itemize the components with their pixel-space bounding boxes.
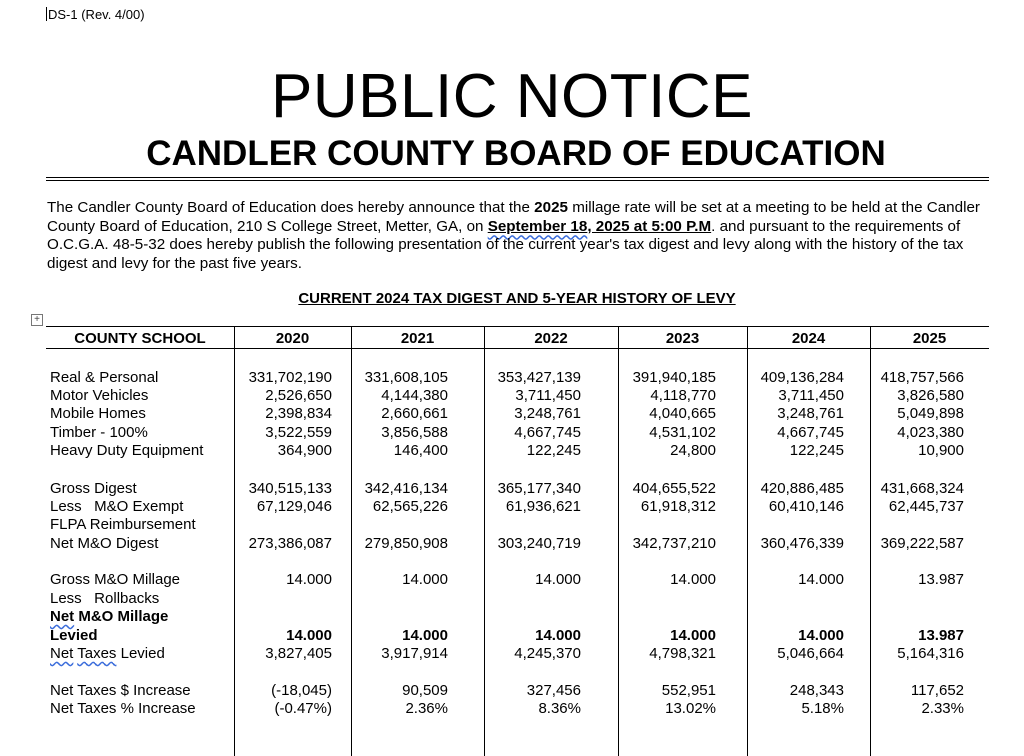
row-label-net-mo-digest: Net M&O Digest: [50, 535, 159, 552]
row-label-net-mo-millage: [50, 608, 168, 625]
table-cell: 4,245,370: [514, 645, 581, 662]
row-label-timber: Timber - 100%: [50, 424, 148, 441]
table-cell: 13.987: [918, 571, 964, 588]
row-label-net-taxes-dollar-increase: Net Taxes $ Increase: [50, 682, 191, 699]
table-cell: 327,456: [526, 682, 581, 699]
table-cell: 146,400: [393, 442, 448, 459]
table-cell: 340,515,133: [248, 480, 332, 497]
table-cell: 303,240,719: [497, 535, 581, 552]
table-cell: 117,652: [910, 682, 964, 699]
table-cell: 273,386,087: [248, 535, 332, 552]
table-cell: 4,798,321: [649, 645, 716, 662]
table-cell: 14.000: [535, 571, 581, 588]
table-cell: 14.000: [402, 627, 448, 644]
table-cell: 14.000: [402, 571, 448, 588]
meeting-date-b: , 2025 at 5:00 P.M: [587, 217, 712, 235]
intro-year: 2025: [534, 199, 568, 216]
table-cell: 61,918,312: [640, 498, 716, 515]
table-cell: 4,531,102: [649, 424, 716, 441]
table-cell: 3,522,559: [265, 424, 332, 441]
title-rule-bottom: [46, 180, 989, 181]
table-cell: 279,850,908: [364, 535, 448, 552]
row-label-flpa: FLPA Reimbursement: [50, 516, 196, 533]
table-cell: 14.000: [535, 627, 581, 644]
table-cell: 4,667,745: [777, 424, 844, 441]
column-divider: [747, 326, 748, 756]
table-cell: 4,667,745: [514, 424, 581, 441]
title-rule-top: [46, 177, 989, 178]
table-header-border: [46, 348, 989, 349]
table-cell: (-18,045): [271, 682, 332, 699]
table-cell: 122,245: [526, 442, 581, 459]
column-header-year: 2024: [791, 330, 826, 347]
table-cell: 248,343: [789, 682, 844, 699]
text-cursor: [46, 7, 47, 21]
table-cell: 4,040,665: [649, 405, 716, 422]
column-header-county-school: COUNTY SCHOOL: [74, 330, 206, 347]
table-cell: 2,526,650: [265, 387, 332, 404]
table-cell: 13.987: [918, 627, 964, 644]
table-cell: 13.02%: [665, 700, 716, 717]
table-cell: 420,886,485: [760, 480, 844, 497]
table-cell: 4,118,770: [650, 387, 716, 404]
table-cell: 122,245: [789, 442, 844, 459]
table-top-border: [46, 326, 989, 327]
column-divider: [870, 326, 871, 756]
table-cell: 431,668,324: [880, 480, 964, 497]
table-cell: 62,445,737: [888, 498, 964, 515]
row-label-levied-word: Levied: [116, 645, 165, 662]
row-label-net-word: Net: [50, 608, 75, 625]
table-cell: 2,660,661: [381, 405, 448, 422]
table-cell: 14.000: [670, 627, 716, 644]
form-id-text: DS-1 (Rev. 4/00): [48, 7, 145, 22]
page-subtitle: CANDLER COUNTY BOARD OF EDUCATION: [146, 134, 886, 173]
table-cell: 391,940,185: [632, 369, 716, 386]
column-header-year: 2022: [534, 330, 568, 347]
row-label-motor-vehicles: Motor Vehicles: [50, 387, 149, 404]
table-cell: 14.000: [286, 571, 332, 588]
table-cell: 5,046,664: [777, 645, 844, 662]
table-cell: 364,900: [277, 442, 332, 459]
row-label-gross-mo-millage: Gross M&O Millage: [50, 571, 181, 588]
table-cell: 24,800: [670, 442, 716, 459]
table-cell: 14.000: [670, 571, 716, 588]
table-move-handle-icon[interactable]: +: [31, 314, 43, 326]
table-cell: 14.000: [286, 627, 332, 644]
table-cell: 2.33%: [921, 700, 964, 717]
table-cell: 3,248,761: [514, 405, 581, 422]
row-label-net-taxes-percent-increase: Net Taxes % Increase: [50, 700, 196, 717]
row-label-rollbacks: Less Rollbacks: [50, 590, 160, 607]
column-header-year: 2023: [665, 330, 700, 347]
table-cell: 60,410,146: [768, 498, 844, 515]
table-title: CURRENT 2024 TAX DIGEST AND 5-YEAR HISTORY OF LEVY: [298, 290, 736, 307]
table-cell: 418,757,566: [880, 369, 964, 386]
table-cell: 353,427,139: [497, 369, 581, 386]
intro-text-2: millage rate will be set at a meeting to be held at the Candler County Board of Education, 210 S College Street, Metter, GA, on: [47, 199, 980, 235]
table-cell: 331,608,105: [364, 369, 448, 386]
row-label-net-taxes-levied: [50, 645, 165, 662]
table-cell: 3,856,588: [381, 424, 448, 441]
table-cell: 331,702,190: [248, 369, 332, 386]
column-divider: [618, 326, 619, 756]
table-cell: 2,398,834: [265, 405, 332, 422]
table-cell: 4,144,380: [381, 387, 448, 404]
table-cell: 3,917,914: [381, 645, 448, 662]
intro-text-3: . and pursuant to the requirements of O.C.G.A. 48-5-32 does hereby publish the following presentation of the current year's tax digest and levy along with the history of the tax digest and levy for the past five years.: [47, 217, 964, 272]
table-cell: 3,248,761: [777, 405, 844, 422]
table-cell: 67,129,046: [256, 498, 332, 515]
table-cell: 5,049,898: [897, 405, 964, 422]
table-cell: 5.18%: [801, 700, 844, 717]
table-cell: (-0.47%): [274, 700, 332, 717]
meeting-date-a: September 18: [487, 217, 588, 235]
row-label-mobile-homes: Mobile Homes: [50, 405, 146, 422]
table-cell: 369,222,587: [880, 535, 964, 552]
table-cell: 3,711,450: [515, 387, 581, 404]
table-cell: 365,177,340: [497, 480, 581, 497]
row-label-real-personal: Real & Personal: [50, 369, 159, 386]
form-id: [46, 7, 145, 22]
table-cell: 5,164,316: [897, 645, 964, 662]
table-cell: 90,509: [402, 682, 448, 699]
table-cell: 3,827,405: [265, 645, 332, 662]
intro-paragraph: [47, 199, 987, 273]
row-label-mo-exempt: Less M&O Exempt: [50, 498, 184, 515]
table-cell: 3,826,580: [897, 387, 964, 404]
row-label-net-word: Net: [50, 645, 74, 662]
table-cell: 62,565,226: [372, 498, 448, 515]
table-cell: 552,951: [661, 682, 716, 699]
table-cell: 14.000: [798, 627, 844, 644]
row-label-gross-digest: Gross Digest: [50, 480, 137, 497]
table-cell: 8.36%: [538, 700, 581, 717]
table-cell: 14.000: [798, 571, 844, 588]
column-divider: [351, 326, 352, 756]
row-label-heavy-duty-equipment: Heavy Duty Equipment: [50, 442, 204, 459]
column-divider: [484, 326, 485, 756]
table-cell: 409,136,284: [760, 369, 844, 386]
table-cell: 61,936,621: [505, 498, 581, 515]
column-divider: [234, 326, 235, 756]
intro-text-1: The Candler County Board of Education does hereby announce that the: [47, 199, 535, 216]
table-cell: 4,023,380: [897, 424, 964, 441]
table-cell: 342,416,134: [364, 480, 448, 497]
meeting-date: [488, 218, 711, 235]
page-title: PUBLIC NOTICE: [271, 62, 753, 131]
row-label-millage-word: M&O Millage: [74, 608, 169, 625]
table-cell: 10,900: [918, 442, 964, 459]
table-cell: 2.36%: [405, 700, 448, 717]
row-label-taxes-word: Taxes: [77, 645, 117, 662]
column-header-year: 2020: [275, 330, 310, 347]
column-header-year: 2025: [912, 330, 947, 347]
column-header-year: 2021: [400, 330, 435, 347]
table-cell: 342,737,210: [632, 535, 716, 552]
table-cell: 3,711,450: [778, 387, 844, 404]
row-label-levied: Levied: [50, 627, 98, 644]
table-cell: 404,655,522: [632, 480, 716, 497]
table-cell: 360,476,339: [760, 535, 844, 552]
